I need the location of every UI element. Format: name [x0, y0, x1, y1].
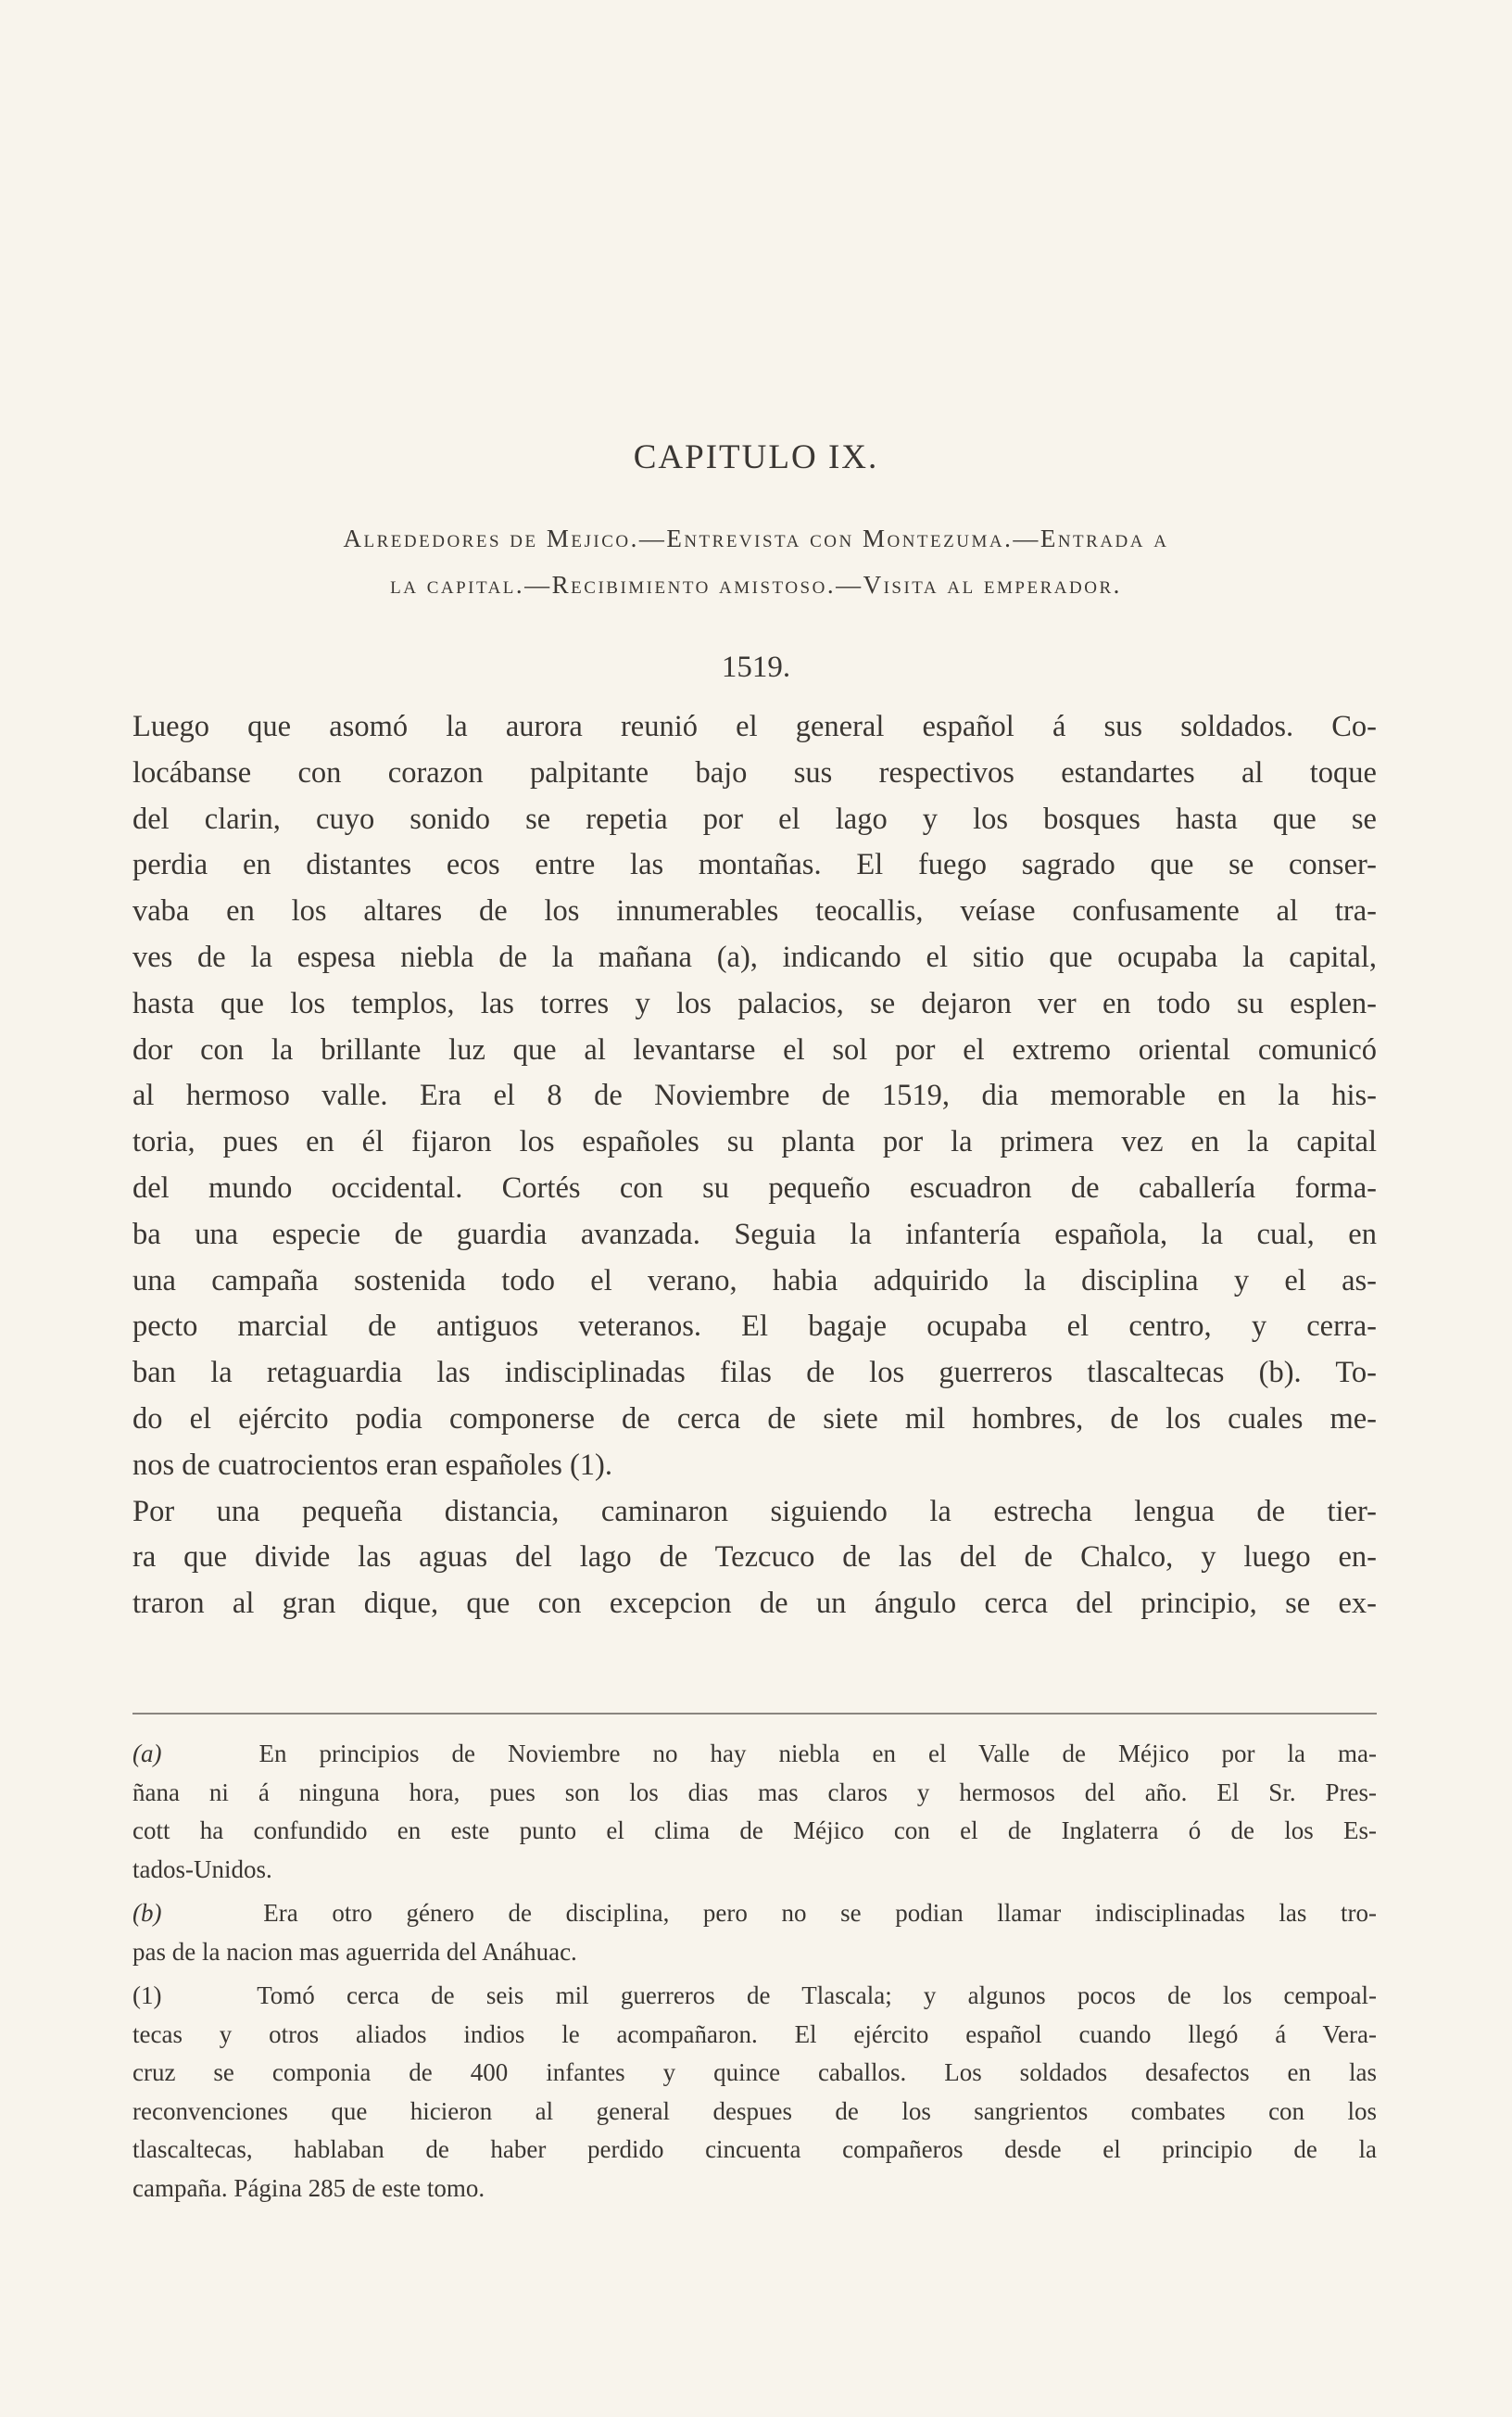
footnote-text: Era otro género de disciplina, pero no se podian llamar indisciplinadas las tro-	[263, 1899, 1377, 1927]
body-line: una campaña sostenida todo el verano, habia adquirido la disciplina y el as-	[132, 1263, 1377, 1297]
footnote-marker: (1)	[132, 1981, 162, 2009]
footnote-line: campaña. Página 285 de este tomo.	[132, 2173, 485, 2202]
footnote-line: tecas y otros aliados indios le acompañaron. El ejército español cuando llegó á Vera-	[132, 2019, 1377, 2048]
body-line: Luego que asomó la aurora reunió el general español á sus soldados. Co-	[132, 710, 1377, 743]
body-line: traron al gran dique, que con excepcion de un ángulo cerca del principio, se ex-	[132, 1587, 1377, 1621]
footnote-text: En principios de Noviembre no hay niebla en el Valle de Méjico por la ma-	[258, 1740, 1377, 1767]
body-line: hasta que los templos, las torres y los palacios, se dejaron ver en todo su esplen-	[132, 986, 1377, 1020]
footnote-line	[132, 1894, 1377, 1933]
body-line: locábanse con corazon palpitante bajo sus respectivos estandartes al toque	[132, 755, 1377, 790]
footnote-line: cott ha confundido en este punto el clima de Méjico con el de Inglaterra ó de los Es-	[132, 1816, 1377, 1844]
footnote-line: tados-Unidos.	[132, 1854, 272, 1883]
body-line: vaba en los altares de los innumerables teocallis, veíase confusamente al tra-	[132, 894, 1377, 929]
footnote-line: tlascaltecas, hablaban de haber perdido cincuenta compañeros desde el principio de la	[132, 2135, 1377, 2163]
footnote-1	[132, 1977, 1377, 2208]
footnote-divider	[132, 1713, 1377, 1715]
footnote-text: Tomó cerca de seis mil guerreros de Tlascala; y algunos pocos de los cempoal-	[257, 1981, 1377, 2009]
body-line: pecto marcial de antiguos veteranos. El bagaje ocupaba el centro, y cerra-	[132, 1310, 1377, 1344]
body-text	[132, 704, 1377, 1627]
body-line: perdia en distantes ecos entre las montañas. El fuego sagrado que se conser-	[132, 848, 1377, 882]
body-line: toria, pues en él fijaron los españoles su planta por la primera vez en la capital	[132, 1125, 1377, 1159]
body-line: al hermoso valle. Era el 8 de Noviembre de 1519, dia memorable en la his-	[132, 1079, 1377, 1113]
body-line: nos de cuatrocientos eran españoles (1).	[132, 1448, 613, 1482]
footnote-line: reconvenciones que hicieron al general despues de los sangrientos combates con los	[132, 2096, 1377, 2125]
footnote-line: cruz se componia de 400 infantes y quince caballos. Los soldados desafectos en las	[132, 2058, 1377, 2086]
footnotes	[132, 1735, 1377, 2213]
body-line: del clarin, cuyo sonido se repetia por el lago y los bosques hasta que se	[132, 802, 1377, 836]
body-line: dor con la brillante luz que al levantarse el sol por el extremo oriental comunicó	[132, 1032, 1377, 1067]
body-line: do el ejército podia componerse de cerca de siete mil hombres, de los cuales me-	[132, 1401, 1377, 1436]
footnote-line: pas de la nacion mas aguerrida del Anáhuac.	[132, 1937, 577, 1966]
chapter-summary	[135, 515, 1377, 608]
body-line: ba una especie de guardia avanzada. Seguia la infantería española, la cual, en	[132, 1217, 1377, 1251]
footnote-marker: (a)	[132, 1740, 162, 1767]
footnote-a	[132, 1735, 1377, 1889]
body-line: Por una pequeña distancia, caminaron siguiendo la estrecha lengua de tier-	[132, 1494, 1377, 1528]
body-line: ban la retaguardia las indisciplinadas filas de los guerreros tlascaltecas (b). To-	[132, 1356, 1377, 1390]
footnote-line: ñana ni á ninguna hora, pues son los dias mas claros y hermosos del año. El Sr. Pres-	[132, 1778, 1377, 1806]
body-line: ra que divide las aguas del lago de Tezcuco de las del de Chalco, y luego en-	[132, 1540, 1377, 1575]
body-line: del mundo occidental. Cortés con su pequeño escuadron de caballería forma-	[132, 1171, 1377, 1205]
footnote-line	[132, 1735, 1377, 1774]
chapter-year: 1519.	[721, 651, 791, 684]
body-line: ves de la espesa niebla de la mañana (a), indicando el sitio que ocupaba la capital,	[132, 940, 1377, 974]
chapter-summary-line: la capital.—Recibimiento amistoso.—Visita al emperador.	[390, 571, 1122, 599]
chapter-summary-line: Alrededores de Mejico.—Entrevista con Montezuma.—Entrada a	[343, 525, 1169, 552]
footnote-marker: (b)	[132, 1899, 162, 1927]
footnote-b	[132, 1894, 1377, 1971]
footnote-line	[132, 1977, 1377, 2016]
chapter-title: CAPITULO IX.	[633, 438, 879, 476]
